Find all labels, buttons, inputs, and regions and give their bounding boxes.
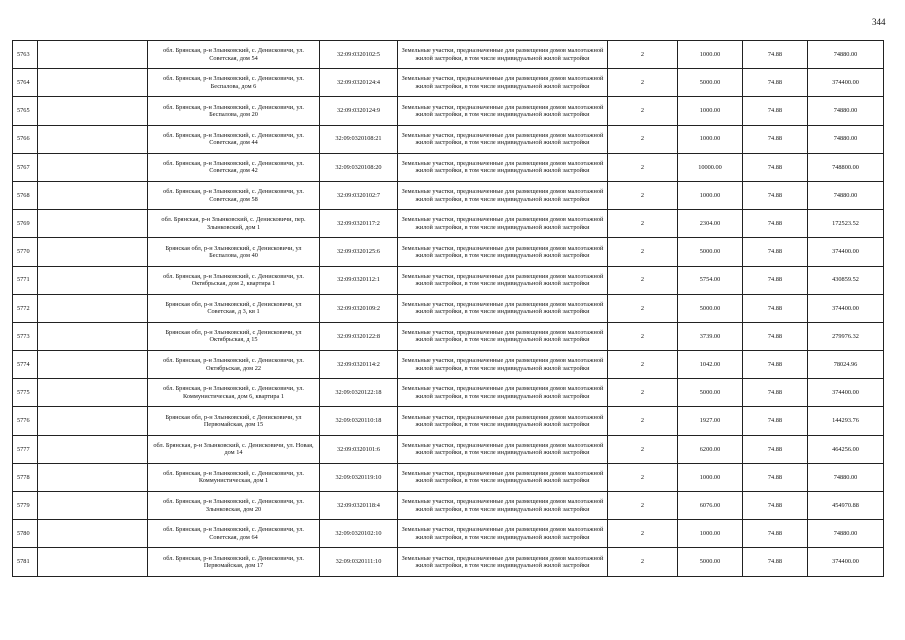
row-number-cell: 5763 <box>13 41 38 69</box>
empty-cell <box>38 153 148 181</box>
group-cell: 2 <box>608 463 678 491</box>
address-cell: обл. Брянская, р-н Злынковский, с. Денисковичи, ул. Советская, дом 58 <box>148 181 320 209</box>
table-row <box>13 41 884 69</box>
table-row <box>13 69 884 97</box>
cadastral-number-cell: 32:09:0320110:18 <box>320 407 398 435</box>
specific-value-cell: 74.88 <box>743 125 808 153</box>
empty-cell <box>38 266 148 294</box>
cadastral-value-cell: 144293.76 <box>808 407 884 435</box>
area-cell: 2304.00 <box>678 210 743 238</box>
row-number-cell: 5765 <box>13 97 38 125</box>
group-cell: 2 <box>608 520 678 548</box>
address-cell: обл. Брянская, р-н Злынковский, с. Денисковичи, ул. Советская, дом 44 <box>148 125 320 153</box>
address-cell: обл. Брянская, р-н Злынковский, с. Денисковичи, ул. Советская, дом 54 <box>148 41 320 69</box>
address-cell: обл. Брянская, р-н Злынковский, с. Денисковичи, ул. Злынковская, дом 20 <box>148 492 320 520</box>
area-cell: 1000.00 <box>678 97 743 125</box>
row-number-cell: 5766 <box>13 125 38 153</box>
cadastral-number-cell: 32:09:0320117:2 <box>320 210 398 238</box>
area-cell: 5000.00 <box>678 294 743 322</box>
cadastral-value-cell: 74880.00 <box>808 41 884 69</box>
land-use-cell: Земельные участки, предназначенные для размещения домов малоэтажной жилой застройки, в том числе индивидуальной жилой застройки <box>398 548 608 576</box>
cadastral-number-cell: 32:09:0320108:20 <box>320 153 398 181</box>
address-cell: обл. Брянская, р-н Злынковский, с. Денисковичи, ул. Беспалова, дом 20 <box>148 97 320 125</box>
row-number-cell: 5780 <box>13 520 38 548</box>
cadastral-number-cell: 32:09:0320102:10 <box>320 520 398 548</box>
specific-value-cell: 74.88 <box>743 463 808 491</box>
row-number-cell: 5775 <box>13 379 38 407</box>
row-number-cell: 5769 <box>13 210 38 238</box>
empty-cell <box>38 322 148 350</box>
empty-cell <box>38 548 148 576</box>
address-cell: обл. Брянская, р-н Злынковский, с. Денисковичи, ул. Новая, дом 14 <box>148 435 320 463</box>
group-cell: 2 <box>608 210 678 238</box>
cadastral-value-table <box>12 40 884 577</box>
row-number-cell: 5777 <box>13 435 38 463</box>
area-cell: 5000.00 <box>678 69 743 97</box>
specific-value-cell: 74.88 <box>743 97 808 125</box>
land-use-cell: Земельные участки, предназначенные для размещения домов малоэтажной жилой застройки, в том числе индивидуальной жилой застройки <box>398 69 608 97</box>
cadastral-number-cell: 32:09:0320119:10 <box>320 463 398 491</box>
land-use-cell: Земельные участки, предназначенные для размещения домов малоэтажной жилой застройки, в том числе индивидуальной жилой застройки <box>398 322 608 350</box>
area-cell: 3739.00 <box>678 322 743 350</box>
group-cell: 2 <box>608 379 678 407</box>
address-cell: Брянская обл, р-н Злынковский, с Денисковичи, ул Беспалова, дом 40 <box>148 238 320 266</box>
address-cell: обл. Брянская, р-н Злынковский, с. Денисковичи, пер. Злынковский, дом 1 <box>148 210 320 238</box>
table-row <box>13 435 884 463</box>
table-row <box>13 407 884 435</box>
row-number-cell: 5768 <box>13 181 38 209</box>
cadastral-number-cell: 32:09:0320122:8 <box>320 322 398 350</box>
empty-cell <box>38 69 148 97</box>
land-use-cell: Земельные участки, предназначенные для размещения домов малоэтажной жилой застройки, в том числе индивидуальной жилой застройки <box>398 351 608 379</box>
row-number-cell: 5779 <box>13 492 38 520</box>
cadastral-number-cell: 32:09:0320102:5 <box>320 41 398 69</box>
cadastral-number-cell: 32:09:0320124:4 <box>320 69 398 97</box>
table-row <box>13 238 884 266</box>
cadastral-value-cell: 374400.00 <box>808 69 884 97</box>
cadastral-number-cell: 32:09:0320112:1 <box>320 266 398 294</box>
row-number-cell: 5767 <box>13 153 38 181</box>
cadastral-number-cell: 32:09:0320101:6 <box>320 435 398 463</box>
cadastral-number-cell: 32:09:0320122:18 <box>320 379 398 407</box>
area-cell: 1000.00 <box>678 520 743 548</box>
row-number-cell: 5770 <box>13 238 38 266</box>
table-row <box>13 266 884 294</box>
table-row <box>13 492 884 520</box>
land-use-cell: Земельные участки, предназначенные для размещения домов малоэтажной жилой застройки, в том числе индивидуальной жилой застройки <box>398 492 608 520</box>
group-cell: 2 <box>608 294 678 322</box>
empty-cell <box>38 463 148 491</box>
table-row <box>13 181 884 209</box>
land-use-cell: Земельные участки, предназначенные для размещения домов малоэтажной жилой застройки, в том числе индивидуальной жилой застройки <box>398 181 608 209</box>
row-number-cell: 5764 <box>13 69 38 97</box>
empty-cell <box>38 435 148 463</box>
area-cell: 5000.00 <box>678 238 743 266</box>
specific-value-cell: 74.88 <box>743 351 808 379</box>
table-row <box>13 97 884 125</box>
address-cell: обл. Брянская, р-н Злынковский, с. Денисковичи, ул. Коммунистическая, дом 1 <box>148 463 320 491</box>
cadastral-value-cell: 74880.00 <box>808 463 884 491</box>
cadastral-value-cell: 430859.52 <box>808 266 884 294</box>
land-use-cell: Земельные участки, предназначенные для размещения домов малоэтажной жилой застройки, в том числе индивидуальной жилой застройки <box>398 238 608 266</box>
table-body <box>13 41 884 577</box>
area-cell: 6200.00 <box>678 435 743 463</box>
cadastral-number-cell: 32:09:0320114:2 <box>320 351 398 379</box>
specific-value-cell: 74.88 <box>743 492 808 520</box>
land-use-cell: Земельные участки, предназначенные для размещения домов малоэтажной жилой застройки, в том числе индивидуальной жилой застройки <box>398 379 608 407</box>
page-number: 344 <box>872 17 886 27</box>
address-cell: обл. Брянская, р-н Злынковский, с. Денисковичи, ул. Советская, дом 64 <box>148 520 320 548</box>
cadastral-number-cell: 32:09:0320124:9 <box>320 97 398 125</box>
group-cell: 2 <box>608 97 678 125</box>
cadastral-number-cell: 32:09:0320125:6 <box>320 238 398 266</box>
land-use-cell: Земельные участки, предназначенные для размещения домов малоэтажной жилой застройки, в том числе индивидуальной жилой застройки <box>398 463 608 491</box>
cadastral-value-cell: 74880.00 <box>808 181 884 209</box>
empty-cell <box>38 125 148 153</box>
empty-cell <box>38 238 148 266</box>
area-cell: 5000.00 <box>678 548 743 576</box>
cadastral-value-cell: 74880.00 <box>808 97 884 125</box>
cadastral-value-cell: 374400.00 <box>808 379 884 407</box>
cadastral-value-cell: 464256.00 <box>808 435 884 463</box>
row-number-cell: 5778 <box>13 463 38 491</box>
table-row <box>13 153 884 181</box>
group-cell: 2 <box>608 125 678 153</box>
cadastral-value-cell: 374400.00 <box>808 294 884 322</box>
row-number-cell: 5781 <box>13 548 38 576</box>
specific-value-cell: 74.88 <box>743 322 808 350</box>
land-use-cell: Земельные участки, предназначенные для размещения домов малоэтажной жилой застройки, в том числе индивидуальной жилой застройки <box>398 294 608 322</box>
cadastral-number-cell: 32:09:0320102:7 <box>320 181 398 209</box>
specific-value-cell: 74.88 <box>743 238 808 266</box>
row-number-cell: 5771 <box>13 266 38 294</box>
specific-value-cell: 74.88 <box>743 379 808 407</box>
specific-value-cell: 74.88 <box>743 181 808 209</box>
table-row <box>13 379 884 407</box>
table-row <box>13 322 884 350</box>
cadastral-number-cell: 32:09:0320108:21 <box>320 125 398 153</box>
land-use-cell: Земельные участки, предназначенные для размещения домов малоэтажной жилой застройки, в том числе индивидуальной жилой застройки <box>398 97 608 125</box>
cadastral-number-cell: 32:09:0320111:10 <box>320 548 398 576</box>
specific-value-cell: 74.88 <box>743 153 808 181</box>
cadastral-number-cell: 32:09:0320118:4 <box>320 492 398 520</box>
empty-cell <box>38 41 148 69</box>
land-use-cell: Земельные участки, предназначенные для размещения домов малоэтажной жилой застройки, в том числе индивидуальной жилой застройки <box>398 153 608 181</box>
land-use-cell: Земельные участки, предназначенные для размещения домов малоэтажной жилой застройки, в том числе индивидуальной жилой застройки <box>398 41 608 69</box>
empty-cell <box>38 379 148 407</box>
cadastral-value-cell: 374400.00 <box>808 548 884 576</box>
empty-cell <box>38 351 148 379</box>
land-use-cell: Земельные участки, предназначенные для размещения домов малоэтажной жилой застройки, в том числе индивидуальной жилой застройки <box>398 435 608 463</box>
area-cell: 1042.00 <box>678 351 743 379</box>
specific-value-cell: 74.88 <box>743 548 808 576</box>
area-cell: 1000.00 <box>678 181 743 209</box>
specific-value-cell: 74.88 <box>743 69 808 97</box>
row-number-cell: 5776 <box>13 407 38 435</box>
specific-value-cell: 74.88 <box>743 294 808 322</box>
table-row <box>13 351 884 379</box>
cadastral-value-cell: 748800.00 <box>808 153 884 181</box>
cadastral-value-cell: 454970.88 <box>808 492 884 520</box>
group-cell: 2 <box>608 41 678 69</box>
address-cell: Брянская обл, р-н Злынковский, с Денисковичи, ул Октябрьская, д 15 <box>148 322 320 350</box>
group-cell: 2 <box>608 407 678 435</box>
cadastral-value-cell: 78024.96 <box>808 351 884 379</box>
specific-value-cell: 74.88 <box>743 435 808 463</box>
table-row <box>13 520 884 548</box>
land-use-cell: Земельные участки, предназначенные для размещения домов малоэтажной жилой застройки, в том числе индивидуальной жилой застройки <box>398 210 608 238</box>
group-cell: 2 <box>608 238 678 266</box>
area-cell: 1000.00 <box>678 463 743 491</box>
address-cell: обл. Брянская, р-н Злынковский, с. Денисковичи, ул. Беспалова, дом 6 <box>148 69 320 97</box>
table-row <box>13 125 884 153</box>
address-cell: обл. Брянская, р-н Злынковский, с. Денисковичи, ул. Октябрьская, дом 22 <box>148 351 320 379</box>
address-cell: обл. Брянская, р-н Злынковский, с. Денисковичи, ул. Советская, дом 42 <box>148 153 320 181</box>
cadastral-value-cell: 172523.52 <box>808 210 884 238</box>
area-cell: 5754.00 <box>678 266 743 294</box>
table-row <box>13 210 884 238</box>
area-cell: 1927.00 <box>678 407 743 435</box>
address-cell: обл. Брянская, р-н Злынковский, с. Денисковичи, ул. Коммунистическая, дом 6, квартира 1 <box>148 379 320 407</box>
empty-cell <box>38 294 148 322</box>
land-use-cell: Земельные участки, предназначенные для размещения домов малоэтажной жилой застройки, в том числе индивидуальной жилой застройки <box>398 266 608 294</box>
address-cell: обл. Брянская, р-н Злынковский, с. Денисковичи, ул. Октябрьская, дом 2, квартира 1 <box>148 266 320 294</box>
specific-value-cell: 74.88 <box>743 210 808 238</box>
group-cell: 2 <box>608 69 678 97</box>
specific-value-cell: 74.88 <box>743 266 808 294</box>
cadastral-value-cell: 74880.00 <box>808 520 884 548</box>
group-cell: 2 <box>608 322 678 350</box>
specific-value-cell: 74.88 <box>743 520 808 548</box>
area-cell: 5000.00 <box>678 379 743 407</box>
group-cell: 2 <box>608 492 678 520</box>
empty-cell <box>38 210 148 238</box>
empty-cell <box>38 492 148 520</box>
cadastral-value-cell: 74880.00 <box>808 125 884 153</box>
area-cell: 6076.00 <box>678 492 743 520</box>
address-cell: Брянская обл, р-н Злынковский, с Денисковичи, ул Советская, д 3, кв 1 <box>148 294 320 322</box>
empty-cell <box>38 520 148 548</box>
specific-value-cell: 74.88 <box>743 407 808 435</box>
group-cell: 2 <box>608 351 678 379</box>
group-cell: 2 <box>608 435 678 463</box>
group-cell: 2 <box>608 266 678 294</box>
table-row <box>13 548 884 576</box>
area-cell: 10000.00 <box>678 153 743 181</box>
address-cell: Брянская обл, р-н Злынковский, с Денисковичи, ул Первомайская, дом 15 <box>148 407 320 435</box>
group-cell: 2 <box>608 181 678 209</box>
row-number-cell: 5772 <box>13 294 38 322</box>
row-number-cell: 5773 <box>13 322 38 350</box>
cadastral-number-cell: 32:09:0320109:2 <box>320 294 398 322</box>
cadastral-value-cell: 374400.00 <box>808 238 884 266</box>
table-row <box>13 294 884 322</box>
group-cell: 2 <box>608 548 678 576</box>
address-cell: обл. Брянская, р-н Злынковский, с. Денисковичи, ул. Первомайская, дом 17 <box>148 548 320 576</box>
row-number-cell: 5774 <box>13 351 38 379</box>
land-use-cell: Земельные участки, предназначенные для размещения домов малоэтажной жилой застройки, в том числе индивидуальной жилой застройки <box>398 125 608 153</box>
table-row <box>13 463 884 491</box>
empty-cell <box>38 97 148 125</box>
group-cell: 2 <box>608 153 678 181</box>
land-use-cell: Земельные участки, предназначенные для размещения домов малоэтажной жилой застройки, в том числе индивидуальной жилой застройки <box>398 407 608 435</box>
area-cell: 1000.00 <box>678 125 743 153</box>
land-use-cell: Земельные участки, предназначенные для размещения домов малоэтажной жилой застройки, в том числе индивидуальной жилой застройки <box>398 520 608 548</box>
cadastral-value-cell: 279976.32 <box>808 322 884 350</box>
empty-cell <box>38 407 148 435</box>
area-cell: 1000.00 <box>678 41 743 69</box>
empty-cell <box>38 181 148 209</box>
specific-value-cell: 74.88 <box>743 41 808 69</box>
